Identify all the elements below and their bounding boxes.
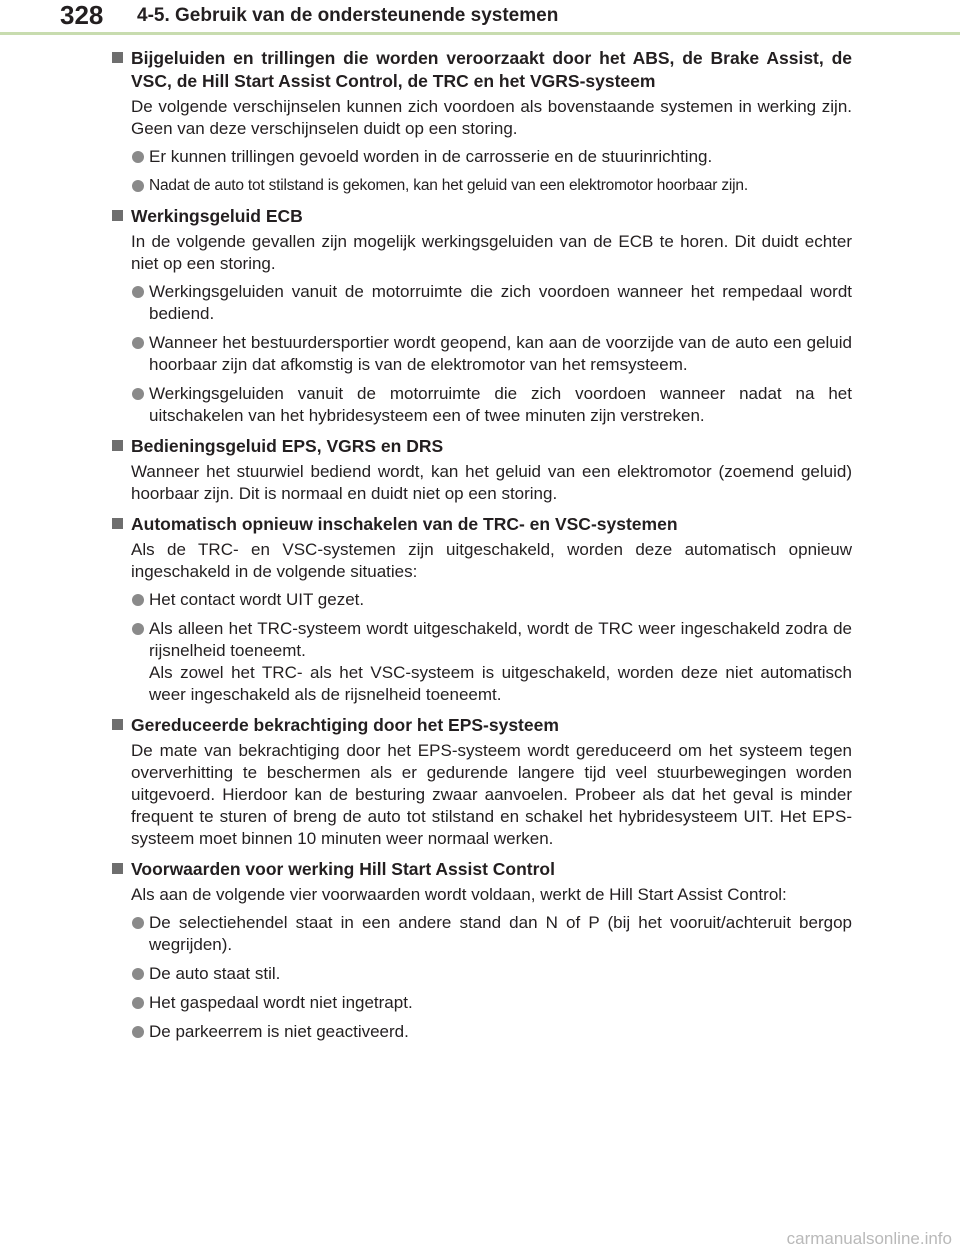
section-heading [112, 435, 852, 458]
list-item [112, 281, 852, 325]
page-number: 328 [60, 0, 104, 30]
list-item [112, 146, 852, 168]
section-heading-text: Gereduceerde bekrachtiging door het EPS-systeem [131, 715, 559, 735]
round-bullet-icon [132, 968, 144, 980]
round-bullet-icon [132, 623, 144, 635]
header-divider [0, 32, 960, 35]
section-heading [112, 47, 852, 93]
paragraph: De mate van bekrachtiging door het EPS-systeem wordt gereduceerd om het systeem tegen oververhitting te beschermen als er gedurende langere tijd veel stuurbewegingen worden uitgevoerd. Hierdoor kan de besturing zwaar aanvoelen. Probeer als dat het geval is minder frequent te sturen of breng de auto tot stilstand en schakel het hybridesysteem UIT. Het EPS-systeem moet binnen 10 minuten weer normaal werken. [131, 741, 852, 848]
round-bullet-icon [132, 594, 144, 606]
round-bullet-icon [132, 388, 144, 400]
square-bullet-icon [112, 210, 123, 221]
list-item-text: Als alleen het TRC-systeem wordt uitgeschakeld, wordt de TRC weer ingeschakeld zodra de rijsnelheid toeneemt. [149, 619, 852, 660]
list-item-text: Er kunnen trillingen gevoeld worden in de carrosserie en de stuurinrichting. [149, 147, 713, 166]
list-item-continuation: Als zowel het TRC- als het VSC-systeem is uitgeschakeld, worden deze niet automatisch weer ingeschakeld als de rijsnelheid toeneemt. [149, 663, 852, 704]
page-header [0, 0, 960, 40]
list-item [112, 992, 852, 1014]
list-item [112, 332, 852, 376]
round-bullet-icon [132, 917, 144, 929]
chapter-title: 4-5. Gebruik van de ondersteunende systemen [137, 5, 559, 26]
round-bullet-icon [132, 180, 144, 192]
list-item [112, 1021, 852, 1043]
square-bullet-icon [112, 52, 123, 63]
section-hill-start-conditions [112, 858, 852, 1043]
paragraph: Als de TRC- en VSC-systemen zijn uitgeschakeld, worden deze automatisch opnieuw ingeschakeld in de volgende situaties: [131, 540, 852, 581]
round-bullet-icon [132, 151, 144, 163]
list-item-text: Werkingsgeluiden vanuit de motorruimte die zich voordoen wanneer het rempedaal wordt bediend. [149, 282, 852, 323]
section-heading [112, 858, 852, 881]
list-item-text: Nadat de auto tot stilstand is gekomen, kan het geluid van een elektromotor hoorbaar zijn. [149, 177, 748, 194]
list-item-text: Het contact wordt UIT gezet. [149, 590, 365, 609]
list-item-text: Werkingsgeluiden vanuit de motorruimte die zich voordoen wanneer nadat na het uitschakelen van het hybridesysteem een of twee minuten zijn verstreken. [149, 384, 852, 425]
list-item [112, 175, 852, 197]
page-content [112, 47, 852, 1051]
section-heading-text: Automatisch opnieuw inschakelen van de TRC- en VSC-systemen [131, 514, 678, 534]
list-item [112, 963, 852, 985]
square-bullet-icon [112, 440, 123, 451]
paragraph: Als aan de volgende vier voorwaarden wordt voldaan, werkt de Hill Start Assist Control: [131, 885, 787, 904]
paragraph: De volgende verschijnselen kunnen zich voordoen als bovenstaande systemen in werking zijn. Geen van deze verschijnselen duidt op een storing. [131, 97, 852, 138]
section-heading-text: Werkingsgeluid ECB [131, 206, 303, 226]
list-item [112, 912, 852, 956]
section-abs-noises [112, 47, 852, 197]
section-eps-reduced-assist [112, 714, 852, 850]
list-item [112, 589, 852, 611]
section-heading [112, 205, 852, 228]
list-item-text: De selectiehendel staat in een andere stand dan N of P (bij het vooruit/achteruit bergop wegrijden). [149, 913, 852, 954]
list-item-text: Het gaspedaal wordt niet ingetrapt. [149, 993, 413, 1012]
round-bullet-icon [132, 997, 144, 1009]
square-bullet-icon [112, 518, 123, 529]
paragraph: In de volgende gevallen zijn mogelijk werkingsgeluiden van de ECB te horen. Dit duidt echter niet op een storing. [131, 232, 852, 273]
watermark: carmanualsonline.info [786, 1229, 952, 1248]
section-heading-text: Bedieningsgeluid EPS, VGRS en DRS [131, 436, 444, 456]
list-item-text: De parkeerrem is niet geactiveerd. [149, 1022, 409, 1041]
section-heading-text: Voorwaarden voor werking Hill Start Assist Control [131, 859, 555, 879]
paragraph: Wanneer het stuurwiel bediend wordt, kan het geluid van een elektromotor (zoemend geluid) hoorbaar zijn. Dit is normaal en duidt niet op een storing. [131, 462, 852, 503]
section-heading-text: Bijgeluiden en trillingen die worden veroorzaakt door het ABS, de Brake Assist, de VSC, de Hill Start Assist Control, de TRC en het VGRS-systeem [131, 48, 852, 91]
round-bullet-icon [132, 1026, 144, 1038]
round-bullet-icon [132, 337, 144, 349]
list-item-text: Wanneer het bestuurdersportier wordt geopend, kan aan de voorzijde van de auto een geluid hoorbaar zijn dat afkomstig is van de elektromotor van het remsysteem. [149, 333, 852, 374]
square-bullet-icon [112, 719, 123, 730]
section-trc-vsc-reactivation [112, 513, 852, 706]
section-heading [112, 513, 852, 536]
list-item [112, 618, 852, 706]
section-heading [112, 714, 852, 737]
section-ecb-sounds [112, 205, 852, 427]
section-eps-sounds [112, 435, 852, 505]
list-item-text: De auto staat stil. [149, 964, 281, 983]
round-bullet-icon [132, 286, 144, 298]
list-item [112, 383, 852, 427]
square-bullet-icon [112, 863, 123, 874]
